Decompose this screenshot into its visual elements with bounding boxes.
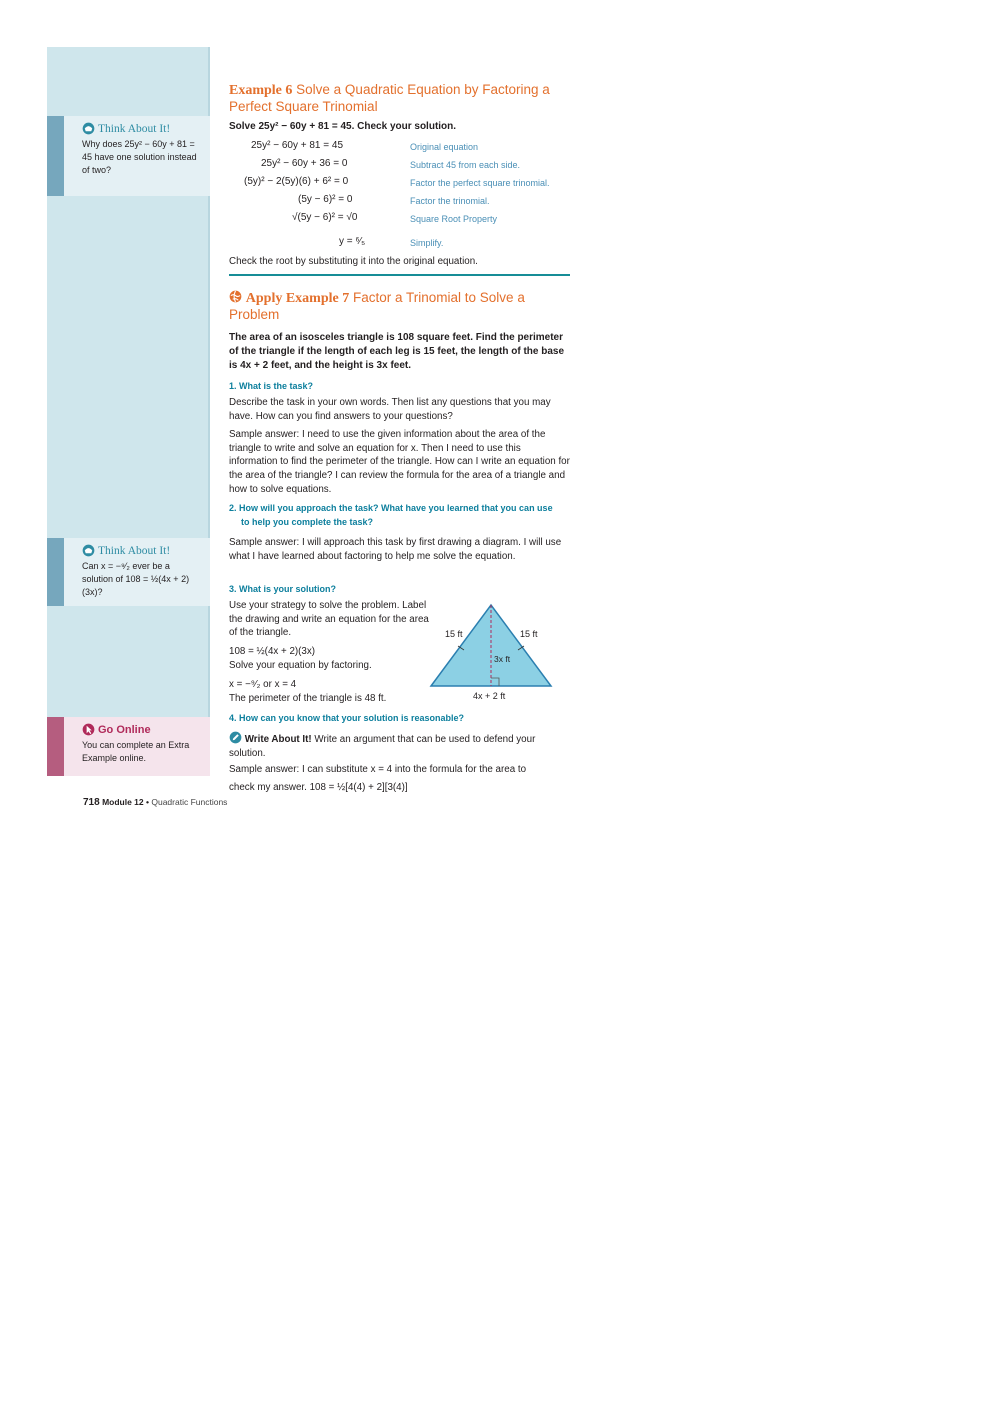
module-label: Module 12 <box>102 797 144 807</box>
step-equation: 25y² − 60y + 36 = 0 <box>261 158 348 169</box>
example-7-heading <box>229 290 571 323</box>
question-2-heading <box>229 501 571 529</box>
page-number: 718 <box>83 797 100 808</box>
step-equation: 25y² − 60y + 81 = 45 <box>251 140 344 151</box>
globe-icon <box>229 290 242 303</box>
question-1-text: Describe the task in your own words. Then list any questions that you may have. How can you find answers to your questions? <box>229 397 551 422</box>
step-note: Square Root Property <box>410 214 498 224</box>
step-note: Factor the trinomial. <box>410 196 490 206</box>
question-3-equation: 108 = ½(4x + 2)(3x) <box>229 646 316 657</box>
right-leg-label: 15 ft <box>520 629 538 639</box>
callout-accent-bar <box>47 116 64 196</box>
callout-accent-bar <box>47 717 64 776</box>
topic-label: Quadratic Functions <box>151 797 228 807</box>
question-3-factor-text: Solve your equation by factoring. <box>229 660 372 671</box>
question-1-answer: Sample answer: I need to use the given information about the area of the triangle to write and solve an equation for x. Then I need to use this information to find the perimeter of the triangle. How can I write an equation for the area of the triangle? I can review the formula for the area of a triangle and how to solve equations. <box>229 429 570 495</box>
section-divider <box>229 274 570 276</box>
step-equation: √(5y − 6)² = √0 <box>292 212 358 223</box>
question-3-text: Use your strategy to solve the problem. Label the drawing and write an equation for the area of the triangle. <box>229 600 429 639</box>
step-note: Original equation <box>410 142 479 152</box>
callout-title: Think About It! <box>98 122 171 135</box>
callout-title: Think About It! <box>98 544 171 557</box>
callout-body: Can x = −⁹⁄₂ ever be a solution of 108 = ½(4x + 2)(3x)? <box>82 561 190 597</box>
think-about-it-callout-1 <box>47 116 210 196</box>
lightbulb-head-icon <box>82 122 95 135</box>
step-note: Factor the perfect square trinomial. <box>410 178 550 188</box>
callout-body: Why does 25y² − 60y + 81 = 45 have one solution instead of two? <box>82 139 197 175</box>
step-equation: y = ⁶⁄₅ <box>339 236 366 247</box>
callout-accent-bar <box>47 538 64 606</box>
height-label: 3x ft <box>494 654 511 664</box>
step-equation: (5y)² − 2(5y)(6) + 6² = 0 <box>244 176 349 187</box>
write-about-it-label: Write About It! <box>244 734 312 745</box>
callout-body: You can complete an Extra Example online. <box>82 740 190 763</box>
lightbulb-head-icon <box>82 544 95 557</box>
page-footer <box>83 797 227 808</box>
left-leg-label: 15 ft <box>445 629 463 639</box>
question-3-solution: x = −⁹⁄₂ or x = 4 <box>229 679 297 690</box>
pencil-icon <box>229 731 242 744</box>
question-4-answer-line-1: Sample answer: I can substitute x = 4 into the formula for the area to <box>229 764 527 775</box>
question-2-line-2: to help you complete the task? <box>241 517 374 527</box>
step-note: Subtract 45 from each side. <box>410 160 521 170</box>
callout-title: Go Online <box>98 723 151 736</box>
base-label: 4x + 2 ft <box>473 691 506 701</box>
example-6-prompt: Solve 25y² − 60y + 81 = 45. Check your solution. <box>229 121 457 132</box>
step-equation: (5y − 6)² = 0 <box>298 194 353 205</box>
go-online-callout[interactable] <box>47 717 210 776</box>
question-2-answer: Sample answer: I will approach this task by first drawing a diagram. I will use what I have learned about factoring to help me solve the equation. <box>229 537 562 562</box>
think-about-it-callout-2 <box>47 538 210 606</box>
example-7-prompt: The area of an isosceles triangle is 108 square feet. Find the perimeter of the triangle if the length of each leg is 15 feet, the length of the base is 4x + 2 feet, and the height is 3x feet. <box>229 332 565 371</box>
isosceles-triangle-diagram <box>425 600 560 705</box>
footer-separator: • <box>146 797 149 807</box>
question-3-heading: 3. What is your solution? <box>229 584 337 594</box>
check-text: Check the root by substituting it into the original equation. <box>229 256 478 267</box>
example-title: Solve a Quadratic Equation by Factoring a Perfect Square Trinomial <box>229 82 550 114</box>
question-2-line-1: 2. How will you approach the task? What have you learned that you can use <box>229 503 553 513</box>
write-about-it <box>229 731 571 760</box>
example-6-heading <box>229 82 571 115</box>
question-4-heading: 4. How can you know that your solution is reasonable? <box>229 713 465 723</box>
example-label: Apply Example 7 <box>245 291 350 306</box>
step-note: Simplify. <box>410 238 444 248</box>
question-1-heading: 1. What is the task? <box>229 381 314 391</box>
example-label: Example 6 <box>229 83 293 98</box>
cursor-click-icon <box>82 723 95 736</box>
question-4-answer-line-2: check my answer. 108 = ½[4(4) + 2][3(4)] <box>229 782 408 793</box>
example-title: Factor a Trinomial to Solve a Problem <box>229 290 525 322</box>
write-about-it-text: Write an argument that can be used to defend your solution. <box>229 734 536 759</box>
question-3-perimeter: The perimeter of the triangle is 48 ft. <box>229 693 387 704</box>
